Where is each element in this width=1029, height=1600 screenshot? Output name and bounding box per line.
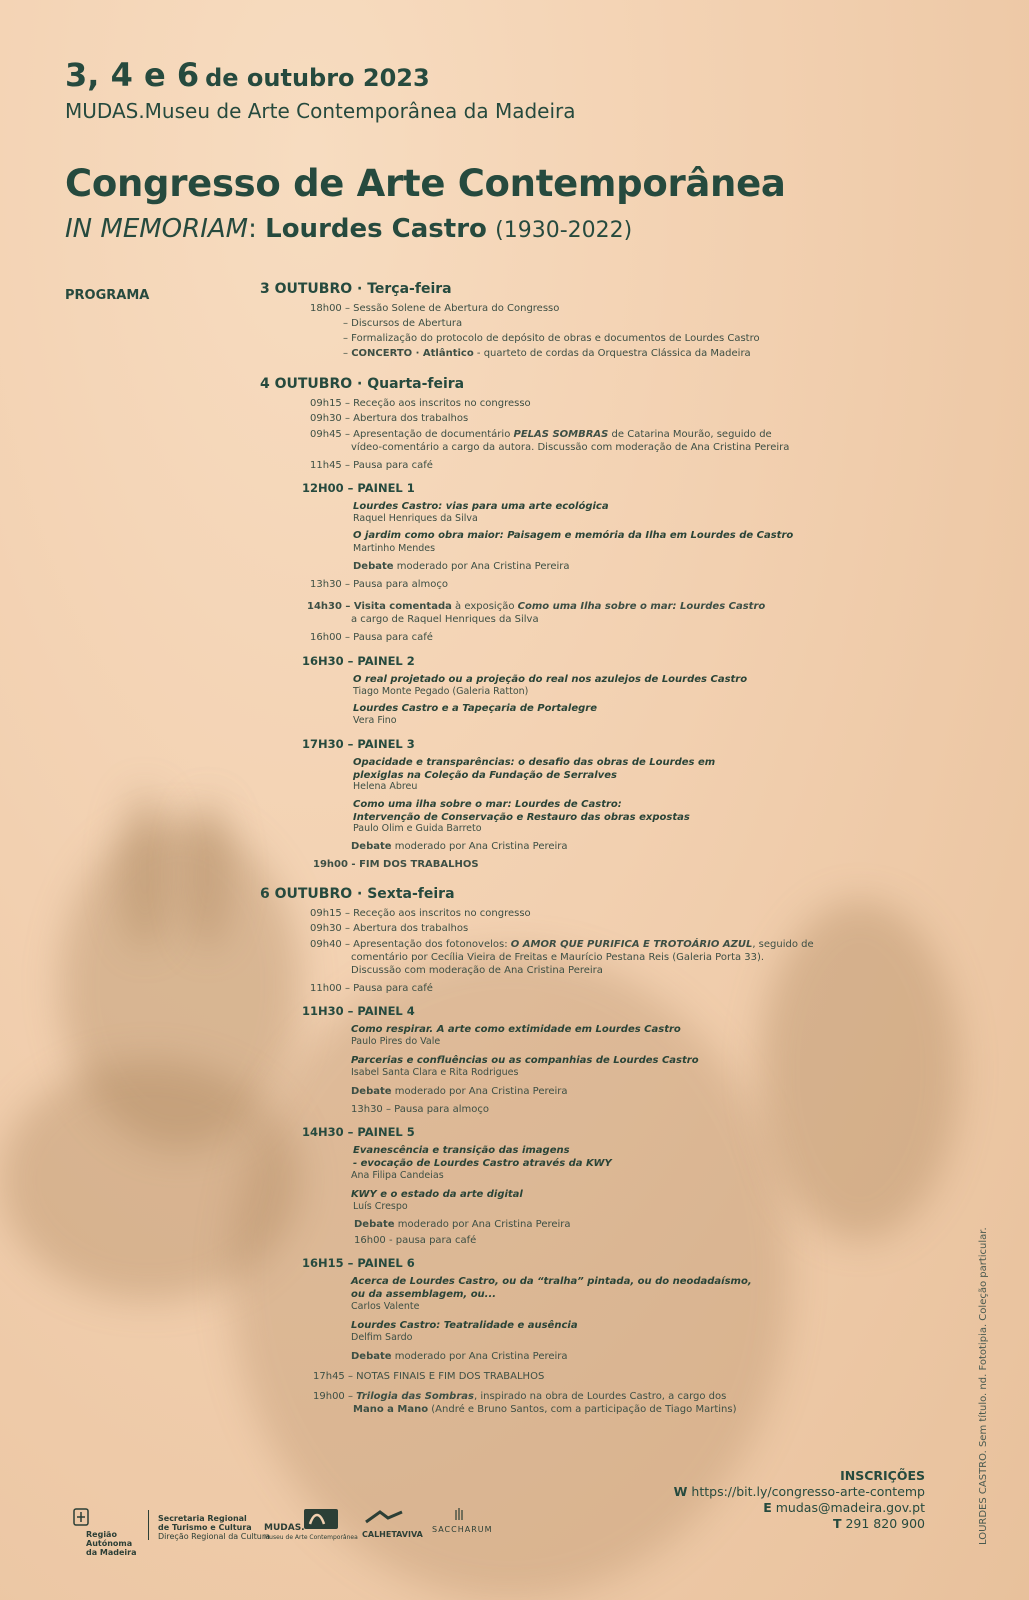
text: , inspirado na obra de Lourdes Castro, a cargo dos bbox=[473, 1391, 727, 1402]
saccharum-logo bbox=[432, 1506, 493, 1534]
panel-3-title: 17H30 – PAINEL 3 bbox=[302, 737, 415, 751]
logo-divider bbox=[148, 1510, 149, 1540]
day2-line: vídeo-comentário a cargo da autora. Discussão com moderação de Ana Cristina Pereira bbox=[351, 442, 790, 453]
talk-author: Martinho Mendes bbox=[353, 543, 436, 554]
day2-title: 4 OUTUBRO · Quarta-feira bbox=[260, 376, 465, 392]
mudas-subtitle: Museu de Arte Contemporânea bbox=[264, 1534, 358, 1541]
debate-moderator: moderado por Ana Cristina Pereira bbox=[391, 841, 568, 852]
talk-title: Parcerias e confluências ou as companhias de Lourdes Castro bbox=[351, 1055, 699, 1066]
panel-6-title: 16H15 – PAINEL 6 bbox=[302, 1256, 415, 1270]
phone-number: 291 820 900 bbox=[841, 1516, 925, 1531]
web-link[interactable]: https://bit.ly/congresso-arte-contemp bbox=[687, 1484, 925, 1499]
mudas-logo bbox=[264, 1508, 358, 1542]
text: (André e Bruno Santos, com a participação de Tiago Martins) bbox=[428, 1404, 737, 1415]
exhibition-title: Como uma Ilha sobre o mar: Lourdes Castro bbox=[517, 601, 766, 612]
dates-days: 3, 4 e 6 bbox=[65, 56, 200, 94]
text: à exposição bbox=[451, 601, 518, 612]
text: 09h40 – Apresentação dos fotonovelos: bbox=[310, 939, 511, 950]
visit-title: Visita comentada bbox=[353, 601, 452, 612]
day3-notes: 17h45 – NOTAS FINAIS E FIM DOS TRABALHOS bbox=[313, 1371, 545, 1382]
debate-line bbox=[351, 1350, 568, 1363]
panel-1-title: 12H00 – PAINEL 1 bbox=[302, 481, 415, 495]
talk-title: Lourdes Castro e a Tapeçaria de Portalegre bbox=[353, 703, 598, 714]
registration-label: INSCRIÇÕES bbox=[840, 1468, 925, 1483]
visit-line bbox=[307, 600, 765, 613]
debate-label: Debate bbox=[353, 561, 394, 572]
saccharum-name: SACCHARUM bbox=[432, 1525, 493, 1534]
visit-time: 14h30 – bbox=[307, 601, 354, 612]
debate-label: Debate bbox=[354, 1219, 395, 1230]
image-caption: LOURDES CASTRO. Sem título. nd. Fototipia. Coleção particular. bbox=[978, 1227, 989, 1545]
talk-author: Tiago Monte Pegado (Galeria Ratton) bbox=[353, 686, 529, 697]
text: 09h45 – Apresentação de documentário bbox=[310, 429, 514, 440]
talk-author: Delfim Sardo bbox=[351, 1332, 413, 1343]
registration-block bbox=[674, 1468, 925, 1532]
hand-shadow-right bbox=[760, 900, 960, 1240]
day3-line: 09h30 – Abertura dos trabalhos bbox=[310, 923, 469, 934]
honoree-years: (1930-2022) bbox=[495, 218, 633, 243]
debate-line bbox=[351, 1085, 568, 1098]
evening-line bbox=[313, 1390, 726, 1403]
day2-line: 11h45 – Pausa para café bbox=[310, 460, 433, 471]
panel-5-title: 14H30 – PAINEL 5 bbox=[302, 1125, 415, 1139]
talk-title: plexiglas na Coleção da Fundação de Serralves bbox=[353, 770, 617, 781]
talk-title: Evanescência e transição das imagens bbox=[353, 1145, 570, 1156]
registration-phone bbox=[674, 1516, 925, 1532]
talk-author: Vera Fino bbox=[353, 715, 397, 726]
talk-title: KWY e o estado da arte digital bbox=[351, 1189, 523, 1200]
evening-time: 19h00 – bbox=[313, 1391, 357, 1402]
dates-month: de outubro 2023 bbox=[205, 64, 430, 92]
day3-line: 11h00 – Pausa para café bbox=[310, 983, 433, 994]
talk-title: Como uma ilha sobre o mar: Lourdes de Castro: bbox=[353, 799, 622, 810]
talk-title: Acerca de Lourdes Castro, ou da “tralha” pintada, ou do neodadaísmo, bbox=[351, 1276, 752, 1287]
talk-title: O jardim como obra maior: Paisagem e memória da Ilha em Lourdes de Castro bbox=[353, 530, 794, 541]
day2-line: 09h30 – Abertura dos trabalhos bbox=[310, 413, 469, 424]
day3-line: 13h30 – Pausa para almoço bbox=[351, 1104, 489, 1115]
debate-label: Debate bbox=[351, 1086, 392, 1097]
debate-moderator: moderado por Ana Cristina Pereira bbox=[394, 1219, 571, 1230]
talk-author: Raquel Henriques da Silva bbox=[353, 513, 478, 524]
evening-title: Trilogia das Sombras bbox=[356, 1391, 474, 1402]
debate-moderator: moderado por Ana Cristina Pereira bbox=[391, 1086, 568, 1097]
secretaria-logo bbox=[158, 1514, 270, 1541]
debate-label: Debate bbox=[351, 1351, 392, 1362]
email-key: E bbox=[763, 1500, 772, 1515]
raam-logo bbox=[72, 1508, 146, 1557]
talk-title: Intervenção de Conservação e Restauro das obras expostas bbox=[353, 812, 690, 823]
debate-moderator: moderado por Ana Cristina Pereira bbox=[391, 1351, 568, 1362]
debate-label: Debate bbox=[351, 841, 392, 852]
calheta-name: CALHETAVIVA bbox=[362, 1530, 423, 1539]
day3-line: comentário por Cecília Vieira de Freitas e Maurício Pestana Reis (Galeria Porta 33). bbox=[351, 952, 765, 963]
talk-title: Lourdes Castro: Teatralidade e ausência bbox=[351, 1320, 578, 1331]
talk-author: Carlos Valente bbox=[351, 1301, 420, 1312]
honoree-name: Lourdes Castro bbox=[265, 214, 487, 244]
subtitle bbox=[65, 214, 632, 244]
panel-2-title: 16H30 – PAINEL 2 bbox=[302, 654, 415, 668]
coat-of-arms-icon bbox=[72, 1508, 90, 1526]
day3-photo-line bbox=[310, 938, 814, 951]
debate-line bbox=[354, 1218, 571, 1231]
day3-line: 16h00 - pausa para café bbox=[354, 1235, 477, 1246]
mudas-name: MUDAS. bbox=[264, 1523, 305, 1533]
day1-concert-line bbox=[343, 347, 751, 360]
talk-author: Paulo Pires do Vale bbox=[351, 1036, 441, 1047]
talk-title: Como respirar. A arte como extimidade em Lourdes Castro bbox=[351, 1024, 681, 1035]
day3-line: 09h15 – Receção aos inscritos no congresso bbox=[310, 908, 531, 919]
debate-line bbox=[353, 560, 570, 573]
talk-author: Isabel Santa Clara e Rita Rodrigues bbox=[351, 1067, 519, 1078]
calheta-logo bbox=[362, 1508, 423, 1539]
talk-title: O real projetado ou a projeção do real nos azulejos de Lourdes Castro bbox=[353, 674, 748, 685]
panel-4-title: 11H30 – PAINEL 4 bbox=[302, 1004, 415, 1018]
registration-email[interactable] bbox=[674, 1500, 925, 1516]
phone-key: T bbox=[832, 1516, 842, 1531]
dash: – bbox=[343, 348, 352, 359]
day2-line: a cargo de Raquel Henriques da Silva bbox=[351, 614, 539, 625]
day2-end: 19h00 - FIM DOS TRABALHOS bbox=[313, 859, 479, 870]
registration-web[interactable] bbox=[674, 1484, 925, 1500]
evening-line-2 bbox=[353, 1403, 736, 1416]
in-memoriam-colon: : bbox=[248, 214, 257, 244]
venue: MUDAS.Museu de Arte Contemporânea da Madeira bbox=[65, 99, 576, 123]
wave-icon bbox=[362, 1508, 406, 1526]
day3-line: Discussão com moderação de Ana Cristina Pereira bbox=[351, 965, 603, 976]
day1-line: – Discursos de Abertura bbox=[343, 318, 463, 329]
text: , seguido de bbox=[752, 939, 814, 950]
photo-title: O AMOR QUE PURIFICA E TROTOÁRIO AZUL bbox=[510, 939, 753, 950]
finger-shadow-1 bbox=[120, 790, 170, 950]
web-key: W bbox=[673, 1484, 688, 1499]
program-label: PROGRAMA bbox=[65, 288, 150, 303]
secretaria-line: de Turismo e Cultura bbox=[158, 1523, 252, 1532]
day2-line: 13h30 – Pausa para almoço bbox=[310, 579, 448, 590]
talk-author: Ana Filipa Candeias bbox=[351, 1170, 444, 1181]
performers: Mano a Mano bbox=[353, 1404, 429, 1415]
talk-author: Helena Abreu bbox=[353, 781, 418, 792]
day1-line: – Formalização do protocolo de depósito de obras e documentos de Lourdes Castro bbox=[343, 333, 760, 344]
event-dates bbox=[65, 56, 430, 94]
debate-line bbox=[351, 840, 568, 853]
debate-moderator: moderado por Ana Cristina Pereira bbox=[393, 561, 570, 572]
day3-title: 6 OUTUBRO · Sexta-feira bbox=[260, 886, 455, 902]
talk-title: Opacidade e transparências: o desafio das obras de Lourdes em bbox=[353, 757, 716, 768]
talk-author: Luís Crespo bbox=[353, 1201, 408, 1212]
talk-title: - evocação de Lourdes Castro através da KWY bbox=[353, 1158, 612, 1169]
day1-title: 3 OUTUBRO · Terça-feira bbox=[260, 281, 452, 297]
saccharum-mark-icon bbox=[432, 1507, 486, 1521]
in-memoriam: IN MEMORIAM bbox=[65, 214, 249, 244]
day2-doc-line bbox=[310, 428, 772, 441]
raam-name: Região Autónoma da Madeira bbox=[86, 1530, 137, 1557]
talk-author: Paulo Olim e Guida Barreto bbox=[353, 823, 482, 834]
secretaria-line: Secretaria Regional bbox=[158, 1514, 247, 1523]
finger-shadow-2 bbox=[185, 800, 230, 950]
email-link[interactable]: mudas@madeira.gov.pt bbox=[771, 1500, 925, 1515]
day1-line: 18h00 – Sessão Solene de Abertura do Congresso bbox=[310, 303, 560, 314]
talk-title: Lourdes Castro: vias para uma arte ecológica bbox=[353, 501, 609, 512]
doc-title: PELAS SOMBRAS bbox=[513, 429, 609, 440]
text: de Catarina Mourão, seguido de bbox=[608, 429, 772, 440]
talk-title: ou da assemblagem, ou... bbox=[351, 1289, 497, 1300]
concert-desc: - quarteto de cordas da Orquestra Clássica da Madeira bbox=[473, 348, 751, 359]
concert-title: CONCERTO · Atlântico bbox=[351, 348, 474, 359]
day2-line: 16h00 – Pausa para café bbox=[310, 632, 433, 643]
day2-line: 09h15 – Receção aos inscritos no congresso bbox=[310, 398, 531, 409]
page-title: Congresso de Arte Contemporânea bbox=[65, 162, 786, 205]
secretaria-line: Direção Regional da Cultura bbox=[158, 1532, 271, 1541]
